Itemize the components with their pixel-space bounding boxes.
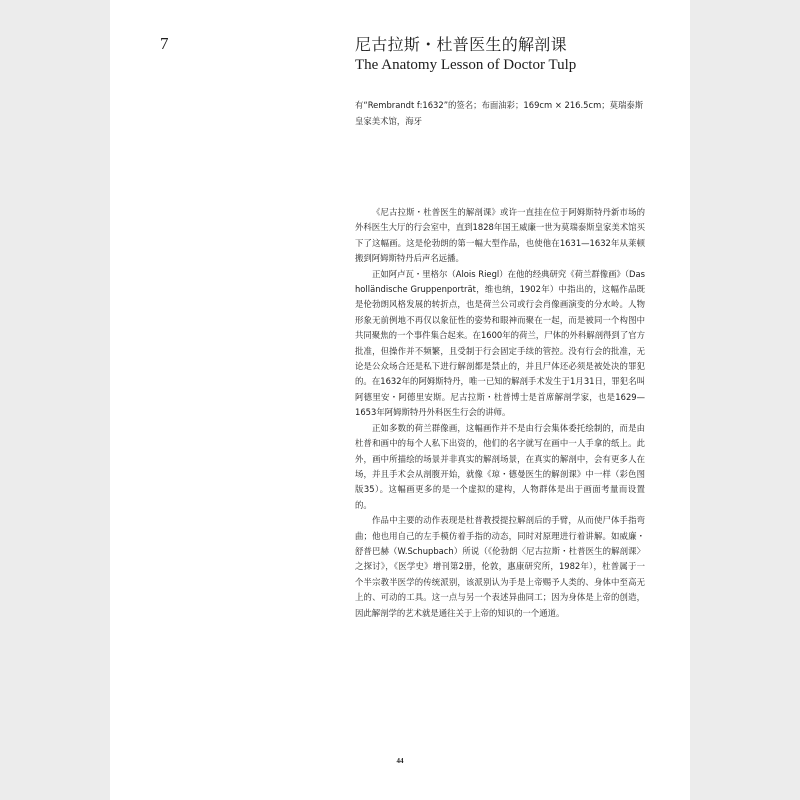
title-english: The Anatomy Lesson of Doctor Tulp [355,57,577,73]
paragraph: 正如阿卢瓦・里格尔（Alois Riegl）在他的经典研究《荷兰群像画》（Das holländische Gruppenporträt，维也纳，1902年）中指出的，这幅作品既是伦勃朗风格发展的转折点，也是荷兰公司或行会肖像画演变的分水岭。人物形象无前例地不再仅以象征性的姿势和眼神而聚在一起，而是被同一个构图中共同聚焦的一个事件集合起来。在1600年的荷兰，尸体的外科解剖得到了官方批准，但操作并不频繁，且受制于行会固定手续的管控。没有行会的批准，无论是公众场合还是私下进行解剖都是禁止的，并且尸体还必须是被处决的罪犯的。在1632年的阿姆斯特丹，唯一已知的解剖手术发生于1月31日，罪犯名叫阿德里安・阿德里安斯。尼古拉斯・杜普博士是首席解剖学家，也是1629—1653年阿姆斯特丹外科医生行会的讲师。 [355,268,645,418]
body-text [355,205,645,621]
plate-number: 7 [160,34,169,53]
title-chinese: 尼古拉斯・杜普医生的解剖课 [355,35,567,54]
paragraph: 《尼古拉斯・杜普医生的解剖课》或许一直挂在位于阿姆斯特丹新市场的外科医生大厅的行会室中，直到1828年国王威廉一世为莫瑞泰斯皇家美术馆买下了这幅画。这是伦勃朗的第一幅大型作品，也使他在1631—1632年从莱顿搬到阿姆斯特丹后声名远播。 [355,207,645,264]
paragraph: 作品中主要的动作表现是杜普教授提拉解剖后的手臂，从而使尸体手指弯曲；他也用自己的左手模仿着手指的动态，同时对原理进行着讲解。如威廉・舒普巴赫（W.Schupbach）所说（《伦勃朗〈尼古拉斯・杜普医生的解剖课〉之探讨》，《医学史》增刊第2册，伦敦，惠康研究所，1982年），杜普属于一个半宗教半医学的传统派别，该派别认为手是上帝赐予人类的、身体中至高无上的、可动的工具。这一点与另一个表述异曲同工；因为身体是上帝的创造，因此解剖学的艺术就是通往关于上帝的知识的一个通道。 [355,515,645,618]
artwork-caption: 有“Rembrandt f:1632”的签名；布面油彩；169cm × 216.5cm；莫瑞泰斯皇家美术馆，海牙 [355,100,644,126]
paragraph: 正如多数的荷兰群像画，这幅画作并不是由行会集体委托绘制的，而是由杜普和画中的每个人私下出资的，他们的名字就写在画中一人手拿的纸上。此外，画中所描绘的场景并非真实的解剖场景，在真实的解剖中，会有更多人在场，并且手术会从剖腹开始，就像《琼・德曼医生的解剖课》中一样（彩色图版35）。这幅画更多的是一个虚拟的建构，人物群体是出于画面考量而设置的。 [355,422,645,510]
book-page [110,0,690,800]
page-number: 44 [396,757,404,765]
